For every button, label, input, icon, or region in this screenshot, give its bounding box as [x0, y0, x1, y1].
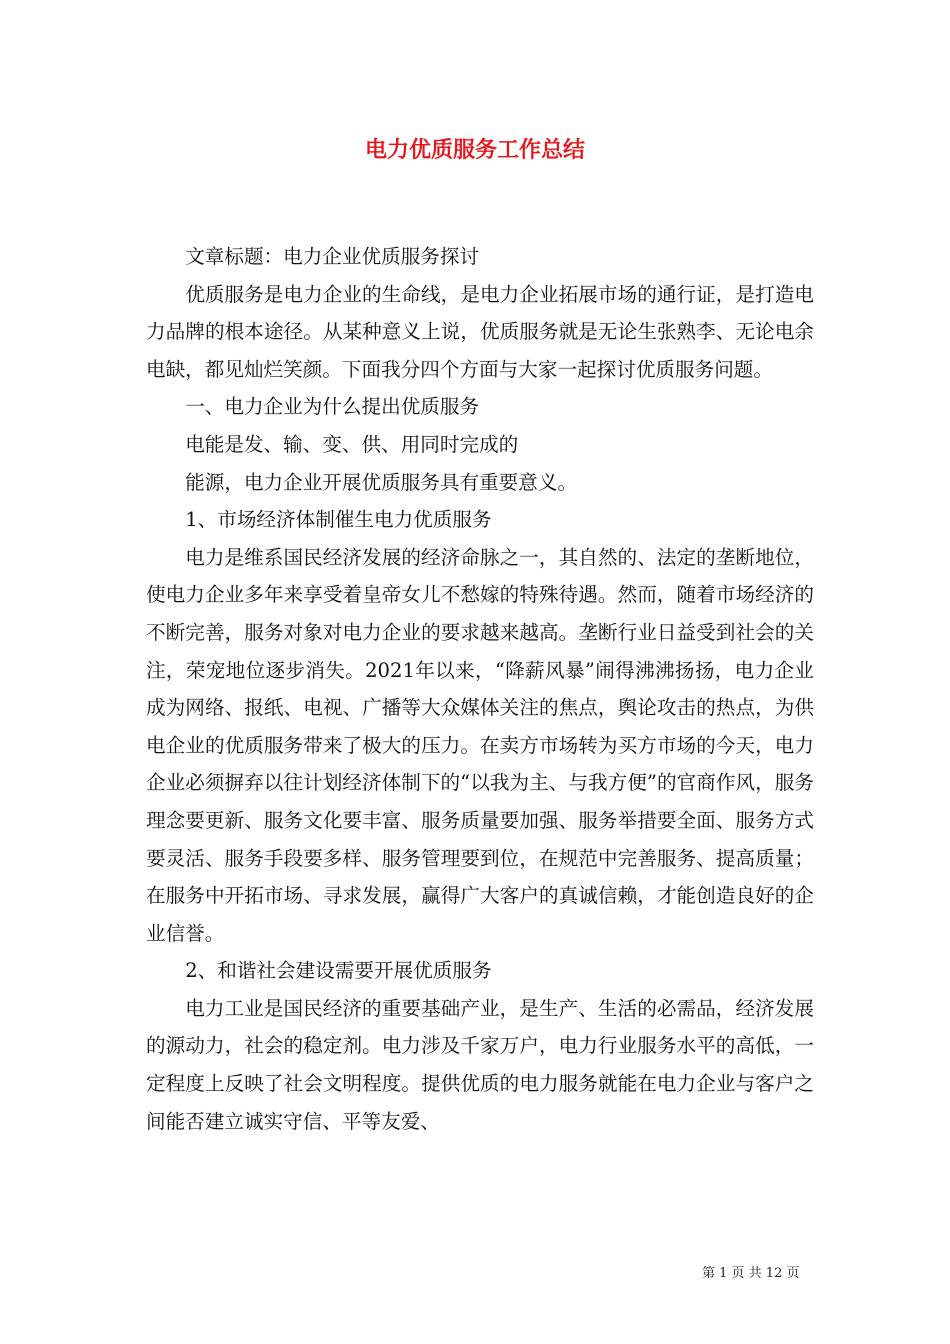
body-line: 电能是发、输、变、供、用同时完成的: [185, 432, 519, 456]
body-paragraph: 电力工业是国民经济的重要基础产业，是生产、生活的必需品，经济发展的源动力，社会的稳定剂。电力涉及千家万户，电力行业服务水平的高低，一定程度上反映了社会文明程度。提供优质的电力服务就能在电力企业与客户之间能否建立诚实守信、平等友爱、: [146, 996, 814, 1133]
body-line: 能源，电力企业开展优质服务具有重要意义。: [185, 470, 578, 494]
subsection-heading-2: 2、和谐社会建设需要开展优质服务: [185, 959, 492, 983]
body-paragraph: 电力是维系国民经济发展的经济命脉之一，其自然的、法定的垄断地位，使电力企业多年来享受着皇帝女儿不愁嫁的特殊待遇。然而，随着市场经济的不断完善，服务对象对电力企业的要求越来越高。垄断行业日益受到社会的关注，荣宠地位逐步消失。2021年以来，“降薪风暴”闹得沸沸扬扬，电力企业成为网络、报纸、电视、广播等大众媒体关注的焦点，舆论攻击的热点，为供电企业的优质服务带来了极大的压力。在卖方市场转为买方市场的今天，电力企业必须摒弃以往计划经济体制下的“以我为主、与我方便”的官商作风，服务理念要更新、服务文化要丰富、服务质量要加强、服务举措要全面、服务方式要灵活、服务手段要多样、服务管理要到位，在规范中完善服务、提高质量；在服务中开拓市场、寻求发展，赢得广大客户的真诚信赖，才能创造良好的企业信誉。: [146, 545, 814, 945]
document-title: 电力优质服务工作总结: [364, 137, 585, 163]
intro-paragraph: 优质服务是电力企业的生命线，是电力企业拓展市场的通行证，是打造电力品牌的根本途径。从某种意义上说，优质服务就是无论生张熟李、无论电余电缺，都见灿烂笑颜。下面我分四个方面与大家一起探讨优质服务问题。: [146, 282, 814, 381]
document-body: [146, 238, 814, 1140]
article-heading-line: 文章标题：电力企业优质服务探讨: [185, 245, 480, 268]
subsection-heading-1: 1、市场经济体制催生电力优质服务: [185, 508, 492, 532]
section-heading-1: 一、电力企业为什么提出优质服务: [185, 395, 480, 419]
page-number-footer: 第 1 页 共 12 页: [702, 1266, 800, 1281]
